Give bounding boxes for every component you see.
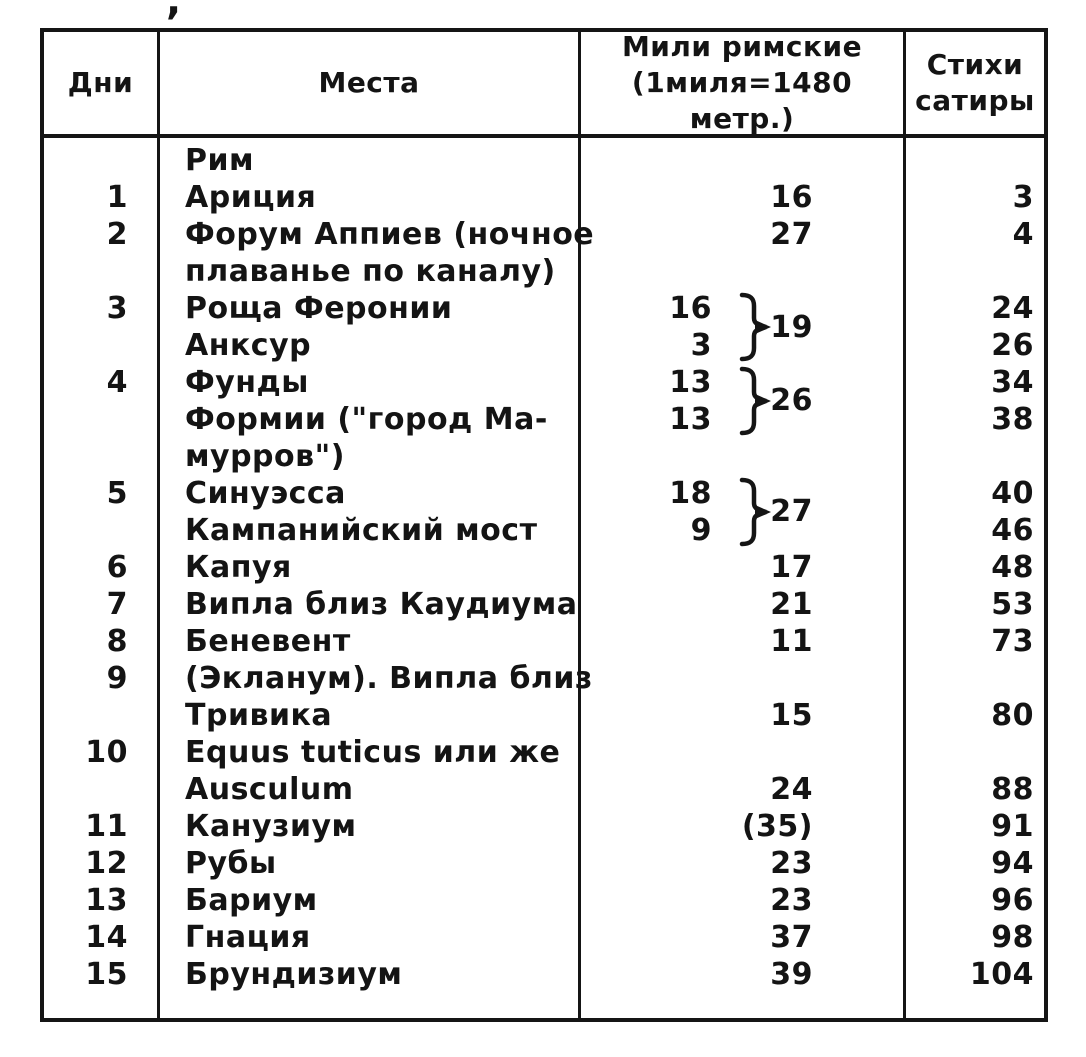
table-row [44, 734, 1044, 771]
day-cell: 5 [106, 476, 128, 511]
day-cell: 14 [85, 920, 128, 955]
verse-cell: 26 [991, 328, 1034, 363]
place-cell: Гнация [185, 920, 311, 955]
place-cell: Форум Аппиев (ночное [185, 217, 595, 252]
submile-value: 16 [669, 291, 712, 326]
verse-cell: 40 [991, 476, 1034, 511]
table-row [44, 771, 1044, 808]
place-cell: Рим [185, 143, 255, 178]
table-row [44, 845, 1044, 882]
verse-cell: 38 [991, 402, 1034, 437]
place-cell: Ausculum [185, 772, 354, 807]
place-cell: Капуя [185, 550, 292, 585]
mile-value: (35) [741, 809, 813, 844]
place-cell: Синуэсса [185, 476, 346, 511]
table-row [44, 882, 1044, 919]
table-row [44, 142, 1044, 179]
brace-group-1-sum: 19 [770, 309, 813, 345]
verse-cell: 24 [991, 291, 1034, 326]
day-cell: 11 [85, 809, 128, 844]
place-cell: Беневент [185, 624, 351, 659]
submile-value [578, 587, 712, 622]
mile-value: 21 [770, 587, 813, 622]
scan-artifact: , [166, 0, 182, 24]
submile-value [578, 846, 712, 881]
place-cell: Кампанийский мост [185, 513, 538, 548]
place-cell: Формии ("город Ма- [185, 402, 548, 437]
miles-cell [578, 846, 903, 881]
mile-value: 39 [770, 957, 813, 992]
day-cell: 10 [85, 735, 128, 770]
place-cell: Брундизиум [185, 957, 403, 992]
verse-cell: 53 [991, 587, 1034, 622]
table-row [44, 438, 1044, 475]
mile-value: 24 [770, 772, 813, 807]
verse-cell: 48 [991, 550, 1034, 585]
day-cell: 7 [106, 587, 128, 622]
header-verses [906, 32, 1044, 134]
verse-cell: 94 [991, 846, 1034, 881]
header-days [44, 32, 157, 134]
verse-cell: 46 [991, 513, 1034, 548]
day-cell: 3 [106, 291, 128, 326]
place-cell: мурров") [185, 439, 345, 474]
table-row [44, 808, 1044, 845]
table-row [44, 327, 1044, 364]
place-cell: Анксур [185, 328, 312, 363]
place-cell: плаванье по каналу) [185, 254, 556, 289]
submile-value [578, 957, 712, 992]
miles-cell [578, 624, 903, 659]
day-cell: 4 [106, 365, 128, 400]
submile-value [578, 883, 712, 918]
miles-cell [578, 772, 903, 807]
submile-value: 13 [669, 402, 712, 437]
table-row [44, 253, 1044, 290]
miles-cell [578, 550, 903, 585]
header-verses-line1: Стихи [926, 48, 1024, 81]
header-miles-line1: Мили римские [621, 30, 863, 63]
submile-value: 9 [690, 513, 712, 548]
table-row [44, 919, 1044, 956]
table-row [44, 586, 1044, 623]
table-row [44, 660, 1044, 697]
submile-value [578, 809, 712, 844]
place-cell: Ариция [185, 180, 317, 215]
miles-cell [578, 957, 903, 992]
miles-cell [578, 217, 903, 252]
day-cell: 8 [106, 624, 128, 659]
mile-value: 27 [770, 217, 813, 252]
submile-value [578, 624, 712, 659]
day-cell: 9 [106, 661, 128, 696]
header-days-label: Дни [67, 66, 134, 99]
place-cell: Бариум [185, 883, 318, 918]
table-row [44, 216, 1044, 253]
place-cell: Equus tuticus или же [185, 735, 561, 770]
place-cell: Канузиум [185, 809, 357, 844]
table-row [44, 697, 1044, 734]
table-row [44, 512, 1044, 549]
itinerary-table [40, 28, 1048, 1022]
table-row [44, 475, 1044, 512]
day-cell: 2 [106, 217, 128, 252]
miles-cell [578, 809, 903, 844]
day-cell: 15 [85, 957, 128, 992]
miles-cell [578, 883, 903, 918]
submile-value [578, 217, 712, 252]
verse-cell: 3 [1012, 180, 1034, 215]
table-row [44, 401, 1044, 438]
table-row [44, 179, 1044, 216]
verse-cell: 4 [1012, 217, 1034, 252]
place-cell: Рубы [185, 846, 277, 881]
verse-cell: 34 [991, 365, 1034, 400]
submile-value [578, 772, 712, 807]
submile-value [578, 698, 712, 733]
table-row [44, 623, 1044, 660]
place-cell: (Экланум). Випла близ [185, 661, 593, 696]
miles-cell [578, 698, 903, 733]
table-row [44, 290, 1044, 327]
verse-cell: 80 [991, 698, 1034, 733]
mile-value: 11 [770, 624, 813, 659]
verse-cell: 96 [991, 883, 1034, 918]
table-row [44, 364, 1044, 401]
submile-value [578, 180, 712, 215]
mile-value: 15 [770, 698, 813, 733]
verse-cell: 104 [969, 957, 1034, 992]
verse-cell: 73 [991, 624, 1034, 659]
verse-cell: 88 [991, 772, 1034, 807]
mile-value: 37 [770, 920, 813, 955]
table-row [44, 549, 1044, 586]
submile-value: 13 [669, 365, 712, 400]
submile-value [578, 550, 712, 585]
brace-group-3-sum: 27 [770, 493, 813, 529]
verse-cell: 91 [991, 809, 1034, 844]
place-cell: Роща Феронии [185, 291, 453, 326]
place-cell: Випла близ Каудиума [185, 587, 578, 622]
mile-value: 23 [770, 846, 813, 881]
brace-group-2-sum: 26 [770, 382, 813, 418]
submile-value: 3 [690, 328, 712, 363]
mile-value: 23 [770, 883, 813, 918]
mile-value: 17 [770, 550, 813, 585]
header-verses-line2: сатиры [915, 84, 1035, 117]
place-cell: Тривика [185, 698, 333, 733]
header-miles-line2: (1миля=1480 метр.) [631, 66, 853, 135]
submile-value: 18 [669, 476, 712, 511]
day-cell: 13 [85, 883, 128, 918]
miles-cell [578, 180, 903, 215]
submile-value [578, 920, 712, 955]
table-body [44, 138, 1044, 993]
day-cell: 6 [106, 550, 128, 585]
header-miles [581, 32, 903, 134]
mile-value: 16 [770, 180, 813, 215]
place-cell: Фунды [185, 365, 309, 400]
verse-cell: 98 [991, 920, 1034, 955]
day-cell: 1 [106, 180, 128, 215]
header-places-label: Места [318, 66, 420, 99]
table-row [44, 956, 1044, 993]
miles-cell [578, 920, 903, 955]
miles-cell [578, 587, 903, 622]
header-places [160, 32, 578, 134]
day-cell: 12 [85, 846, 128, 881]
